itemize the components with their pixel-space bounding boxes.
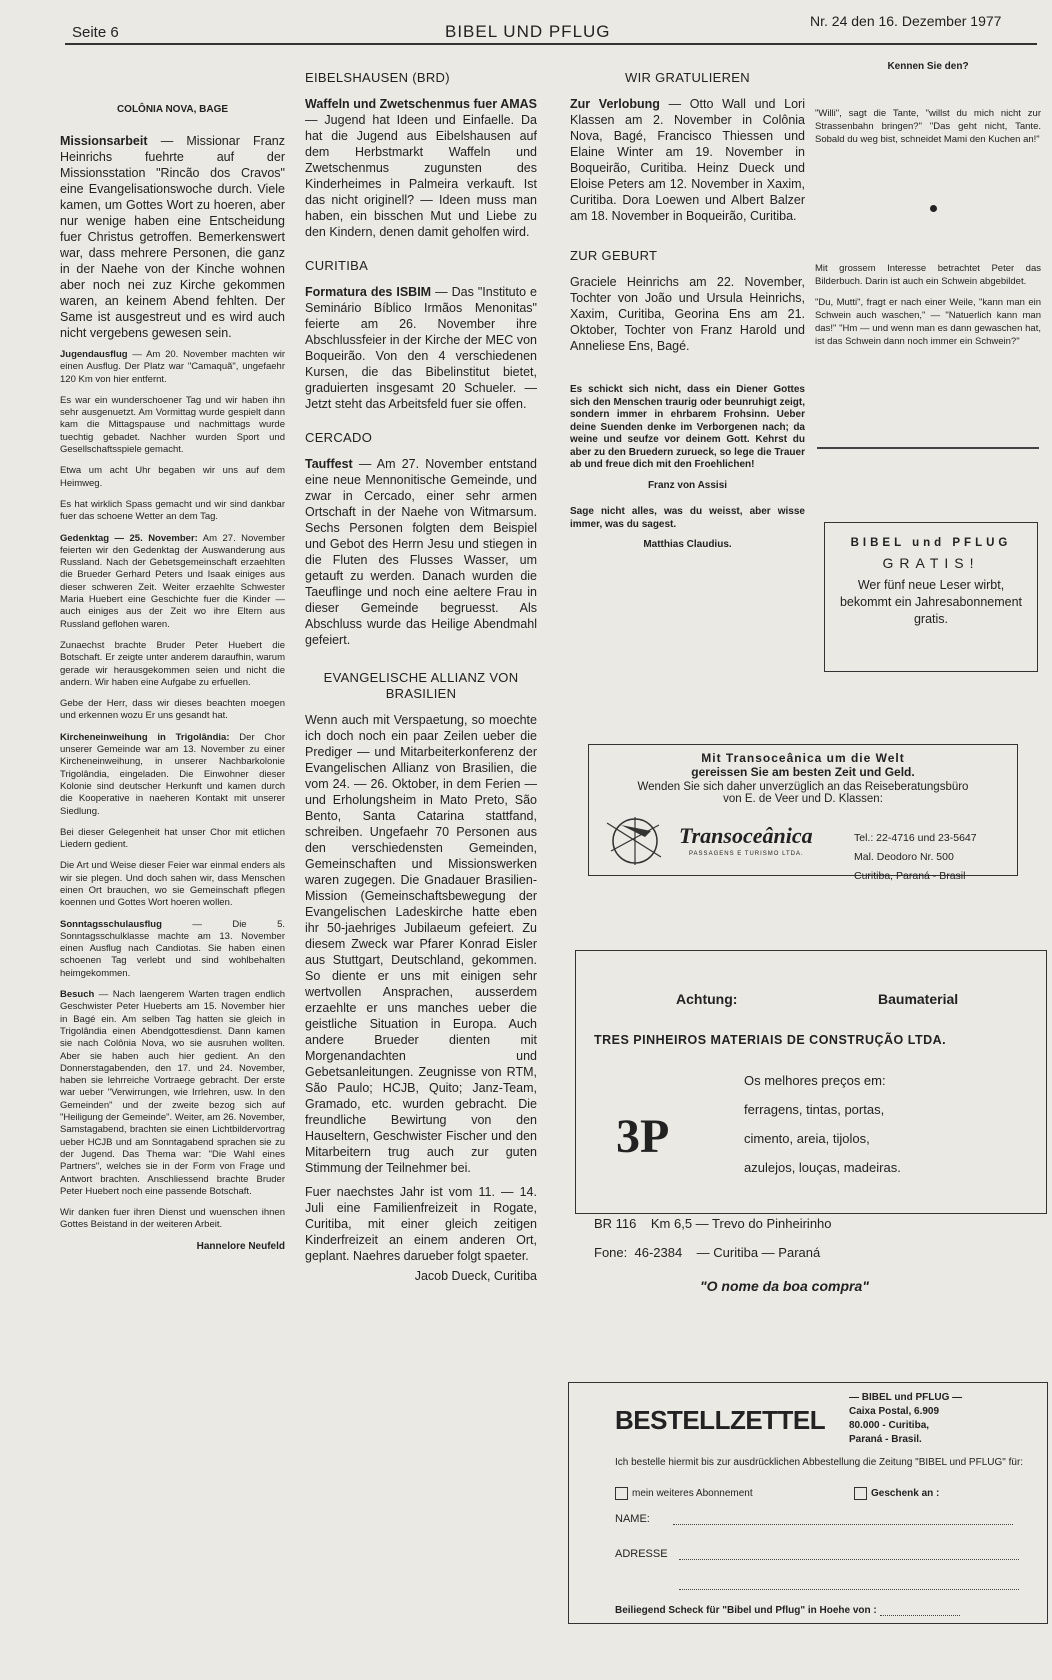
paragraph: Graciele Heinrichs am 22. November, Tochter von João und Ursula Heinrichs, Xaxim, Curitiba, Georina Ens am 21. Oktober, Tochter von Franz Harold und Anneliese Ens, Bagé. xyxy=(570,275,805,353)
author-signature: Jacob Dueck, Curitiba xyxy=(414,1269,537,1283)
quote xyxy=(570,384,805,552)
phone-label: Fone: xyxy=(594,1245,628,1260)
paragraph: Etwa um acht Uhr begaben wir uns auf dem Heimweg. xyxy=(60,465,285,489)
gratis-ad xyxy=(824,522,1038,672)
quote-author: Franz von Assisi xyxy=(647,479,728,491)
km: Km 6,5 — Trevo do Pinheirinho xyxy=(650,1216,832,1231)
joke: "Willi", sagt die Tante, "willst du mich nicht zur Strassenbahn bringen?" "Das geht nicht, Tante. Sobald du weg bist, schneidet Mami den Kuchen an!" xyxy=(815,108,1041,145)
ad-location xyxy=(594,1216,832,1231)
paragraph: Wir danken fuer ihren Dienst und wuenschen ihnen Gottes Beistand in der weiteren Arbeit. xyxy=(60,1207,285,1231)
section-heading: EIBELSHAUSEN (BRD) xyxy=(305,70,450,85)
paragraph: Gebe der Herr, dass wir dieses beachten moegen und erkennen wozu Er uns gesandt hat. xyxy=(60,698,285,722)
form-footer: Beiliegend Scheck für "Bibel und Pflug" in Hoehe von : xyxy=(615,1605,960,1616)
logo-subtitle: PASSAGENS E TURISMO LTDA. xyxy=(689,851,804,857)
paragraph: Missionsarbeit — Missionar Franz Heinrichs fuehrte auf der Missionsstation "Rincão dos Cravos" eine Evangelisationswoche durch. Viele kamen, um Gottes Wort zu hoeren, aber nur wenige haben eine Entscheidung fuer Christus getroffen. Bemerkenswert war, dass mehrere Personen, die ganz in der Naehe von der Kinche wohnen aber noch nei zuz Kirche gekommen waren, an keinem Abend fehlten. Der Same ist ausgestreut und es wird auch nicht vergebens gewesen sein. xyxy=(60,134,285,340)
paragraph: Kircheneinweihung in Trigolândia: Der Chor unserer Gemeinde war am 13. November zu einer Kircheneinweihung, in unserer Nachbarkolonie Trigolândia, eingeladen. Die Einwohner dieser Kolonie sind deutscher Herkunft und kamen durch die Kooperative in naeheren Kontakt mit unserer Siedlung. xyxy=(60,731,285,817)
address-input[interactable] xyxy=(679,1589,1019,1590)
address-line-2[interactable] xyxy=(679,1578,1019,1590)
paragraph: Waffeln und Zwetschenmus fuer AMAS — Jugend hat Ideen und Einfaelle. Da hat die Jugend aus Eibelshausen auf dem Herbstmarkt Waffeln und Zwetschenmus zugunsten des Kinderheimes in Palmeira verkauft. Ist das nicht originell? — Ideen muss man haben, ein bisschen Mut und Liebe zu den Kindern, denen damit geholfen wird. xyxy=(305,97,537,239)
ad-contact xyxy=(854,829,977,886)
joke: Mit grossem Interesse betrachtet Peter das Bilderbuch. Darin ist auch ein Schwein abgebildet. xyxy=(815,263,1041,287)
product-line: azulejos, louças, madeiras. xyxy=(744,1160,901,1175)
paragraph: Sonntagsschulausflug — Die 5. Sonntagsschulklasse machte am 13. November einen Ausflug nach Candiotas. Sie haben einen schoenen Tag verlebt und sind wohlbehalten heimgekommen. xyxy=(60,918,285,979)
ad-gratis: GRATIS! xyxy=(882,555,980,571)
section-heading: COLÔNIA NOVA, BAGE xyxy=(116,104,229,115)
road: BR 116 xyxy=(594,1216,637,1231)
header-rule xyxy=(65,43,1037,45)
transoceanica-logo: Transoceânica xyxy=(679,823,813,848)
address-line: Caixa Postal, 6.909 xyxy=(849,1406,940,1417)
joke: "Du, Mutti", fragt er nach einer Weile, "kann man ein Schwein auch waschen," — "Natuerlich kann man das!" "Hm — und wenn man es dann gewaschen hat, ist das Schwein dann noch immer ein Schwein?" xyxy=(815,297,1041,347)
paragraph: Es hat wirklich Spass gemacht und wir sind dankbar fuer das schoene Wetter an dem Tag. xyxy=(60,498,285,523)
globe-plane-icon xyxy=(601,811,673,869)
section-heading: CURITIBA xyxy=(305,258,369,273)
city: — Curitiba — Paraná xyxy=(696,1245,821,1260)
option-subscription[interactable]: mein weiteres Abonnement xyxy=(615,1487,753,1500)
ad-subline: gereissen Sie am besten Zeit und Geld. xyxy=(691,765,915,779)
city: Curitiba, Paraná - Brasil xyxy=(854,870,966,882)
section-heading: WIR GRATULIEREN xyxy=(625,70,750,85)
checkbox[interactable] xyxy=(854,1487,867,1500)
paragraph: Zur Verlobung — Otto Wall und Lori Klassen am 2. November in Colônia Nova, Bagé, Francisco Thiessen und Elaine Winter am 19. November in Boqueirão, Curitiba. Heinz Dueck und Eloise Peters am 12. November in Xaxim, Curitiba. Dora Loewen und Albert Balzer am 18. November in Boqueirão, Curitiba. xyxy=(570,97,805,223)
column-congratulations xyxy=(570,70,805,552)
product-line: cimento, areia, tijolos, xyxy=(744,1131,870,1146)
author-signature: Hannelore Neufeld xyxy=(196,1240,285,1252)
ad-title: BIBEL und PFLUG xyxy=(850,537,1012,549)
paragraph: Die Art und Weise dieser Feier war einmal enders als wir sie plegen. Und doch sahen wir, dass Menschen einen Ort brauchen, wo sie Gemeinschaft pflegen koennen und Gottes Wort hoeren wollen. xyxy=(60,860,285,909)
address-input[interactable] xyxy=(679,1559,1019,1560)
name-field[interactable]: NAME: xyxy=(615,1513,1013,1525)
checkbox[interactable] xyxy=(615,1487,628,1500)
paragraph: Fuer naechstes Jahr ist vom 11. — 14. Juli eine Familienfreizeit in Rogate, Curitiba, mit einer gleich zeitigen Kinderfreizeit an einem anderen Ort, geplant. Naehres darueber folgt spaeter. xyxy=(305,1185,537,1263)
paragraph: Tauffest — Am 27. November entstand eine neue Mennonitische Gemeinde, und zwar in Cercado, einer sehr armen Ortschaft in der Naehe von Witmarsum. Sechs Personen folgten dem Beispiel und Gebot des Herrn Jesu und stiegen in die Fluten des Flusses Wasser, um getauft zu werden. Danach wurden die Taeuflinge und noch eine aeltere Frau in dieser Gemeinde begruesst. Als Abschluss wurde das Heilige Abendmahl gefeiert. xyxy=(305,457,537,647)
ad-attention: Achtung: xyxy=(676,991,738,1007)
paragraph: Wenn auch mit Verspaetung, so moechte ich doch noch ein paar Zeilen ueber die Prediger — und Mitarbeiterkonferenz der Evangelischen Allianz von Brasilien, die vom 24. — 26. Oktober, in dem Ferien — und Erholungsheim in Mato Preto, São Bento, Santa Catarina stattfand, schreiben. Ungefaehr 70 Personen aus den verschiedensten Gemeinden, Gemeinschaften und Missionswerken waren zugegen. Die Gnadauer Brasilien-Mission (Gemeinschaftsbewegung der Evangelischen Ladeskirche hatte eben ihr 50-jaehriges Jubilaeum gefeiert. Zu diesem Zweck war Pfarer Konrad Eisler aus Stuttgart, Deutschland, gekommen. So diente er uns mit einigen sehr wertvollen Ansprachen, ausserdem erzaehlte er uns manches ueber die geistliche Situation in Europa. Auch andere Brueder dienten mit Morgenandachten und Gebetsanleitungen. Zeugnisse von RTM, São Paulo; HCJB, Quito; Janz-Team, Gramado, etc. wurden gebracht. Die freundliche Bewirtung von den Hauseltern, Geschwister Fischer und den Mitarbeitern trug auch zur guten Stimmung der Teilnehmer bei. xyxy=(305,713,537,1175)
quote-text: Es schickt sich nicht, dass ein Diener Gottes sich den Menschen traurig oder beunruhigt zeigt, sondern immer in ehrbarem Frohsinn. Ueber deine Suenden denke im Verborgenen nach; da weine und seufze vor deinem Gott. Kehrst du aber zu den Bruedern zurueck, so lege die Trauer ab und freue dich mit den Froehlichen! xyxy=(570,384,805,470)
option-gift[interactable]: Geschenk an : xyxy=(854,1487,939,1500)
issue-date: Nr. 24 den 16. Dezember 1977 xyxy=(810,13,1002,29)
newspaper-title: BIBEL UND PFLUG xyxy=(445,22,611,41)
amount-input[interactable] xyxy=(880,1615,960,1616)
paragraph: Formatura des ISBIM — Das "Instituto e Seminário Bíblico Irmãos Menonitas" feierte am 26. November ihre Abschlussfeier in der Kirche der MEC von Boqueirão. Von den 4 verschiedenen Kursen, die das Bibelinstitut bietet, graduierten insgesamt 20 Schueler. — Jetzt steht das Arbeitsfeld fuer sie offen. xyxy=(305,285,538,411)
quote-author: Matthias Claudius. xyxy=(643,539,732,550)
name-input[interactable] xyxy=(673,1524,1013,1525)
slogan: "O nome da boa compra" xyxy=(700,1278,869,1294)
paragraph: Jugendausflug — Am 20. November machten wir einen Ausflug. Der Platz war "Camaquã", ungefaehr 120 Km von hier entfernt. xyxy=(60,349,286,385)
ad-heading: Baumaterial xyxy=(878,991,959,1007)
column-jokes xyxy=(815,60,1041,356)
product-line: Os melhores preços em: xyxy=(744,1073,886,1088)
bullet-icon xyxy=(930,205,937,212)
address: Mal. Deodoro Nr. 500 xyxy=(854,851,954,863)
product-line: ferragens, tintas, portas, xyxy=(744,1102,885,1117)
paragraph: Zunaechst brachte Bruder Peter Huebert die Botschaft. Er zeigte unter anderem daraufhin, warum gerade wir herausgekommen seien und nicht die andern. Wir haben eine Aufgabe zu erfuellen. xyxy=(60,639,285,688)
ad-headline: Mit Transoceânica um die Welt xyxy=(701,751,905,765)
paragraph: Besuch — Nach laengerem Warten tragen endlich Geschwister Peter Hueberts am 15. November hier in Bagé ein. Am selben Tag hatten sie gleich in Trigolândia einen Abendgottesdienst. Dann kamen sie nach Colônia Nova, wo sie ausruhen wollten. Aber sie haben auch hier gedient. An den Donnerstagabenden, den 17. und 24. November, haben sie lehrreiche Vortraege gebracht. Der erste war ueber "Verwirrungen, wie Irrlehren, usw. In den Gemeinden" und der zweite bezog sich auf "Heiligung der Gemeinde". Weiter, am 26. November, Samstagabend, brachten sie einen Lichtbildervortrag ueber HCJB und am Sonntagabend sprachen sie zu der Jugend. Das Thema war: "Die Wahl eines Partners", welches sie in der Form von Frage und Antwort brachten. Anschliessend brachte Bruder Peter Huebert noch eine passende Botschaft. xyxy=(60,989,285,1197)
form-text: Ich bestelle hiermit bis zur ausdrücklichen Abbestellung die Zeitung "BIBEL und PFLUG" für: xyxy=(615,1457,1024,1468)
phone: Tel.: 22-4716 und 23-5647 xyxy=(854,832,977,844)
page-number: Seite 6 xyxy=(72,24,119,41)
form-title: BESTELLZETTEL xyxy=(615,1405,826,1435)
address-line: — BIBEL und PFLUG — xyxy=(849,1392,963,1403)
column-colonia-nova xyxy=(60,104,285,1253)
phone: 46-2384 xyxy=(634,1245,683,1260)
quote-text: Sage nicht alles, was du weisst, aber wisse immer, was du sagest. xyxy=(570,506,805,530)
ad-phone xyxy=(594,1245,820,1260)
section-heading: CERCADO xyxy=(305,430,373,445)
baumaterial-ad xyxy=(575,950,1047,1260)
address-line: 80.000 - Curitiba, xyxy=(849,1420,930,1431)
jokes-heading: Kennen Sie den? xyxy=(887,61,969,72)
paragraph: Gedenktag — 25. November: Am 27. November feierten wir den Gedenktag der Auswanderung aus Russland. Nach der Gebetsgemeinschaft erzaehlten die Brueder Gerhard Peters und Isaak einiges aus dieser schweren Zeit. Weiter erzaehlte Schwester Maria Huebert eine Geschichte fuer die Kinder — auch einiges aus der Zeit wo ihre Eltern aus Russland geflohen waren. xyxy=(60,532,285,630)
paragraph: Bei dieser Gelegenheit hat unser Chor mit etlichen Liedern gedient. xyxy=(60,826,285,851)
form-address xyxy=(849,1391,962,1447)
news-items xyxy=(60,349,285,1253)
article-body xyxy=(60,133,285,341)
divider xyxy=(817,447,1039,449)
address-line: Paraná - Brasil. xyxy=(849,1434,922,1445)
address-field[interactable]: ADRESSE xyxy=(615,1548,1019,1560)
paragraph: Es war ein wunderschoener Tag und wir haben ihn sehr ausgenuetzt. Am Vormittag wurde gespielt dann kam die Mittagspause und nachmittags wurde tuechtig gebadet. Nachher wurden Sport und Gesellschaftsspiele gemacht. xyxy=(60,394,285,456)
3p-logo: 3P xyxy=(616,1110,670,1163)
section-heading: EVANGELISCHE ALLIANZ VON BRASILIEN xyxy=(323,670,519,701)
ad-text: Wenden Sie sich daher unverzüglich an das Reiseberatungsbüro von E. de Veer und D. Klassen: xyxy=(637,781,969,805)
ad-products xyxy=(744,1066,901,1182)
company-name: TRES PINHEIROS MATERIAIS DE CONSTRUÇÃO LTDA. xyxy=(594,1033,947,1047)
section-heading: ZUR GEBURT xyxy=(570,248,658,263)
transoceanica-ad xyxy=(588,744,1018,882)
column-news xyxy=(305,70,537,1284)
ad-text: Wer fünf neue Leser wirbt, bekommt ein Jahresabonnement gratis. xyxy=(839,578,1023,626)
order-form xyxy=(568,1382,1048,1624)
